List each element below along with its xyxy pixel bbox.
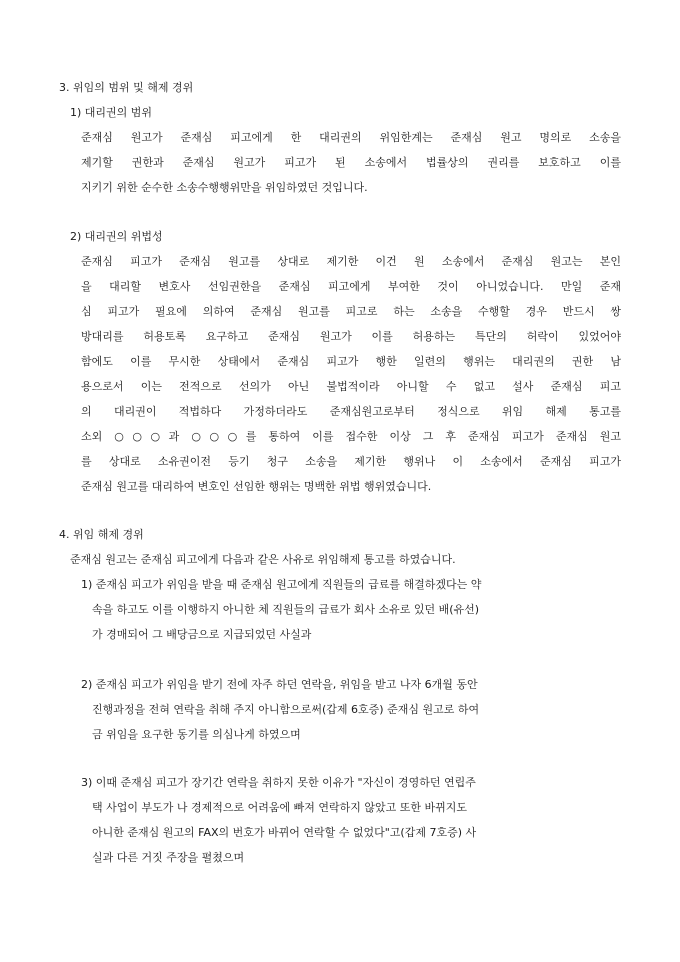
paragraph-line: 함에도 이를 무시한 상태에서 준재심 피고가 행한 일련의 행위는 대리권의 권한 남: [81, 355, 621, 368]
list-item-1-line: 속을 하고도 이를 이행하지 아니한 체 직원들의 급료가 회사 소유로 있던 배(유선): [92, 603, 480, 616]
paragraph-line: 준재심 원고가 준재심 피고에게 한 대리권의 위임한계는 준재심 원고 명의로 소송을: [81, 131, 621, 144]
paragraph-line: 용으로서 이는 전적으로 선의가 아닌 불법적이라 아니할 수 없고 설사 준재심 피고: [81, 380, 621, 393]
list-item-3-line: 실과 다른 거짓 주장을 펼쳤으며: [92, 851, 245, 864]
list-item-3-line: 3) 이때 준재심 피고가 장기간 연락을 취하지 못한 이유가 "자신이 경영하던 연립주: [81, 776, 476, 789]
paragraph-line: 소외 ○○○과 ○○○를 통하여 이를 접수한 이상 그 후 준재심 피고가 준재심 원고: [81, 430, 621, 443]
paragraph-line: 을 대리할 변호사 선임권한을 준재심 피고에게 부여한 것이 아니었습니다. 만일 준재: [81, 280, 621, 293]
section-4-intro: 준재심 원고는 준재심 피고에게 다음과 같은 사유로 위임해제 통고를 하였습니다.: [70, 553, 456, 566]
list-item-1-line: 1) 준재심 피고가 위임을 받을 때 준재심 원고에게 직원들의 급료를 해결하겠다는 약: [81, 578, 482, 591]
subsection-2-heading: 2) 대리권의 위법성: [70, 230, 163, 243]
section-4-heading: 4. 위임 해제 경위: [59, 528, 144, 541]
paragraph-line: 를 상대로 소유권이전 등기 청구 소송을 제기한 행위나 이 소송에서 준재심 피고가: [81, 455, 621, 468]
paragraph-line: 준재심 피고가 준재심 원고를 상대로 제기한 이건 원 소송에서 준재심 원고는 본인: [81, 255, 621, 268]
paragraph-line: 방대리를 허용토록 요구하고 준재심 원고가 이를 허용하는 특단의 허락이 있었어야: [81, 330, 621, 343]
section-3-heading: 3. 위임의 범위 및 해제 경위: [59, 81, 194, 94]
list-item-2-line: 진행과정을 전혀 연락을 취해 주지 아니함으로써(갑제 6호증) 준재심 원고로 하여: [92, 703, 480, 716]
paragraph-line: 의 대리권이 적법하다 가정하더라도 준재심원고로부터 정식으로 위임 해제 통고를: [81, 405, 621, 418]
list-item-1-line: 가 경매되어 그 배당금으로 지급되었던 사실과: [92, 628, 312, 641]
paragraph-line: 준재심 원고를 대리하여 변호인 선임한 행위는 명백한 위법 행위였습니다.: [81, 480, 432, 493]
list-item-2-line: 2) 준재심 피고가 위임을 받기 전에 자주 하던 연락을, 위임을 받고 나자 6개월 동안: [81, 678, 478, 691]
paragraph-line: 제기할 권한과 준재심 원고가 피고가 된 소송에서 법률상의 권리를 보호하고 이를: [81, 156, 621, 169]
list-item-3-line: 택 사업이 부도가 나 경제적으로 어려움에 빠져 연락하지 않았고 또한 바뀌지도: [92, 801, 467, 814]
paragraph-line: 심 피고가 필요에 의하여 준재심 원고를 피고로 하는 소송을 수행할 경우 반드시 쌍: [81, 305, 621, 318]
paragraph-line: 지키기 위한 순수한 소송수행행위만을 위임하였던 것입니다.: [81, 181, 368, 194]
list-item-3-line: 아니한 준재심 원고의 FAX의 번호가 바뀌어 연락할 수 없었다"고(갑제 7호증) 사: [92, 826, 477, 839]
subsection-1-heading: 1) 대리권의 범위: [70, 106, 153, 119]
list-item-2-line: 금 위임을 요구한 동기를 의심나게 하였으며: [92, 728, 301, 741]
